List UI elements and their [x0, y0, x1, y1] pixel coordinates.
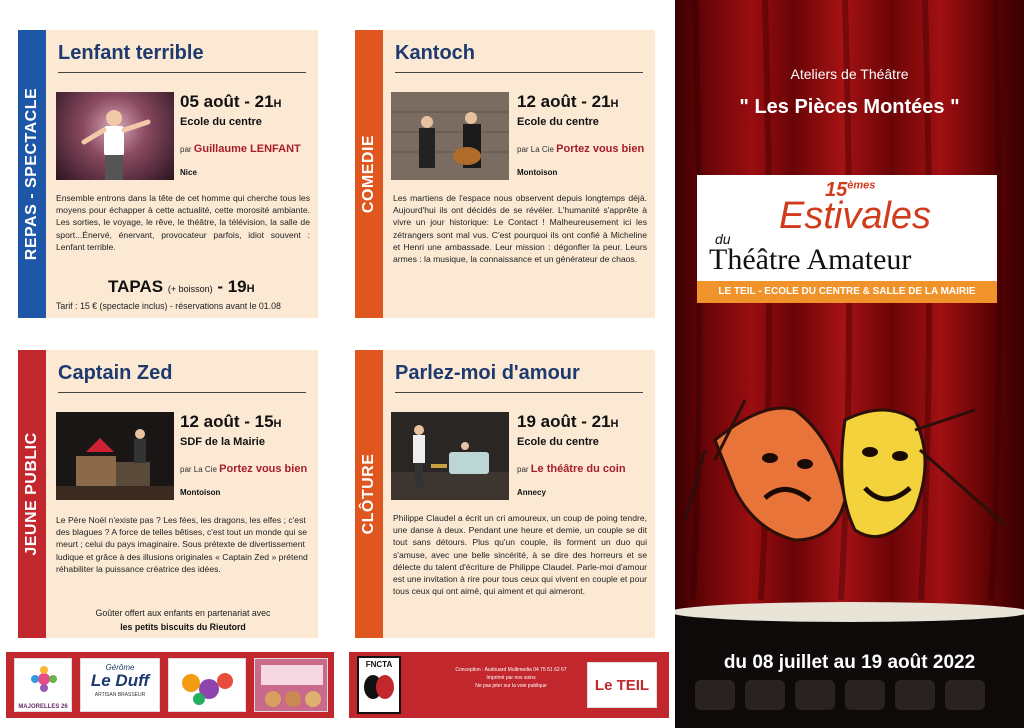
stage-scene	[56, 412, 174, 500]
category-band	[355, 350, 383, 638]
credit-line-2: Imprimé par nos soins	[486, 675, 536, 681]
fncta-label: FNCTA	[365, 660, 393, 669]
sponsor-leduff	[80, 658, 160, 712]
sponsor-majorelles-label: MAJORELLES 26	[18, 704, 68, 710]
event-city: Montoison	[517, 168, 558, 177]
sponsor-artisan: ARTISAN BRASSEUR	[94, 692, 146, 698]
event-city: Montoison	[180, 488, 221, 497]
event-city: Nice	[180, 168, 197, 177]
sponsor-biscuits	[254, 658, 328, 712]
event-venue: Ecole du centre	[180, 116, 262, 128]
event-photo	[56, 412, 174, 500]
biscuits-image-icon	[255, 659, 329, 713]
cover-company: " Les Pièces Montées "	[739, 96, 960, 118]
event-photo	[391, 412, 509, 500]
event-performer: par Guillaume LENFANT	[180, 143, 301, 155]
credits	[441, 666, 581, 690]
edition-number: 15èmes	[825, 179, 876, 201]
event-venue: SDF de la Mairie	[180, 436, 265, 448]
leteil-logo: Le TEIL	[594, 676, 650, 694]
theatre-masks-icon	[685, 380, 1015, 560]
performers-silhouette	[391, 92, 509, 180]
sponsor-fncta	[357, 656, 401, 714]
event-performer: par La Cie Portez vous bien	[517, 143, 645, 155]
flower-logo-icon	[15, 659, 73, 699]
location-bar: LE TEIL - ECOLE DU CENTRE & SALLE DE LA MAIRIE	[697, 281, 997, 303]
category-band	[18, 350, 46, 638]
event-photo	[56, 92, 174, 180]
event-date: 19 août - 21H	[517, 412, 619, 431]
category-band	[355, 30, 383, 318]
cover-panel	[675, 0, 1024, 728]
title-underline	[395, 392, 643, 393]
event-note-partner: les petits biscuits du Rieutord	[120, 622, 246, 632]
event-title: Parlez-moi d'amour	[395, 362, 580, 384]
event-card-captain-zed	[18, 350, 318, 638]
category-label: JEUNE PUBLIC	[23, 432, 40, 556]
event-description: Le Père Noël n'existe pas ? Les fées, les dragons, les elfes ; c'est des blagues ? A force de telles bêtises, c'est tout un monde qui se meurt ; celui du pays imaginaire. Sous prétexte de divertissement ludique et grâce à des illusions originales « Captain Zed » prétend réhabiliter la puissance créatrice des idées.	[56, 515, 308, 574]
event-date: 12 août - 21H	[517, 92, 619, 111]
credit-line-3: Ne pas jeter sur la voie publique	[475, 683, 547, 689]
sponsor-strip-left	[6, 652, 334, 718]
event-date: 12 août - 15H	[180, 412, 282, 431]
fncta-masks-icon	[359, 669, 399, 705]
fruits-image-icon	[169, 659, 247, 713]
festival-name: Estivales	[779, 195, 932, 237]
event-card-lenfant-terrible	[18, 30, 318, 318]
festival-logo-box	[697, 175, 997, 281]
event-card-parlez-moi	[355, 350, 655, 638]
event-date: 05 août - 21H	[180, 92, 282, 111]
performer-silhouette	[56, 92, 174, 180]
sponsor-gerome: Gérôme	[105, 663, 135, 672]
festival-theatre: Théâtre Amateur	[709, 243, 912, 276]
event-card-kantoch	[355, 30, 655, 318]
category-label: CLÔTURE	[360, 453, 377, 535]
event-note: Goûter offert aux enfants en partenariat avec	[95, 608, 271, 618]
event-description: Les martiens de l'espace nous observent depuis longtemps déjà. Aujourd'hui ils ont décidés de se révéler. L'humanité s'apprête à vivre un jour historique: Le Contact ! Malheureusement ici les zétrangers sont mal vus. C'est pourquoi ils ont confié à Micheline et Henri une ambassade. Leur mission : dégonfler la peur. Leurs armes : la musique, la connaissance et un générateur de chaos.	[393, 193, 647, 265]
event-venue: Ecole du centre	[517, 116, 599, 128]
event-performer: par Le théâtre du coin	[517, 463, 626, 475]
stage-scene	[391, 412, 509, 500]
credit-line-1: Conception : Audouard Multimedia 04 75 51 62 67	[455, 667, 567, 673]
tarif-line: Tarif : 15 € (spectacle inclus) - réservations avant le 01.08	[56, 301, 281, 311]
event-title: Kantoch	[395, 42, 475, 64]
category-label: COMEDIE	[360, 134, 377, 214]
event-performer: par La Cie Portez vous bien	[180, 463, 308, 475]
sponsor-leteil	[587, 662, 657, 708]
sponsor-majorelles	[14, 658, 72, 712]
event-photo	[391, 92, 509, 180]
category-label: REPAS - SPECTACLE	[23, 87, 40, 261]
event-title: Captain Zed	[58, 362, 173, 384]
cover-dates: du 08 juillet au 19 août 2022	[723, 652, 976, 673]
event-title: Lenfant terrible	[58, 42, 204, 64]
tapas-line: TAPAS (+ boisson) - 19H	[108, 277, 255, 296]
category-band	[18, 30, 46, 318]
sponsor-fruits	[168, 658, 246, 712]
event-description: Ensemble entrons dans la tête de cet homme qui cherche tous les moyens pour échapper à cette actualité, cette morosité ambiante. Les sorties, le voyage, le rêve, le théâtre, la télévision, la salle de sport...Énervé, énervant, provocateur parfois, idiot souvent : Lenfant terrible.	[56, 193, 310, 252]
title-underline	[58, 392, 306, 393]
festival-du: du	[715, 231, 731, 247]
sponsor-leduff-name: Le Duff	[90, 671, 150, 690]
title-underline	[58, 72, 306, 73]
title-underline	[395, 72, 643, 73]
event-venue: Ecole du centre	[517, 436, 599, 448]
cover-subtitle: Ateliers de Théâtre	[790, 66, 909, 82]
event-city: Annecy	[517, 488, 546, 497]
event-description: Philippe Claudel a écrit un cri amoureux, un coup de poing tendre, une danse à deux. Pendant une heure et demie, un couple se dit tout sans détours. Plus qu'un couple, ils forment un duo qui s'amuse, avec une belle sincérité, à se dire des horreurs et se délecte du talent d'écriture de Philippe Claudel. Parle-moi d'amour est une invitation à rire pour tous ceux qui vivent en couple et pour tous ceux qui ont aimé, qui aiment et qui aimeront.	[393, 513, 647, 597]
sponsor-strip-center	[349, 652, 669, 718]
